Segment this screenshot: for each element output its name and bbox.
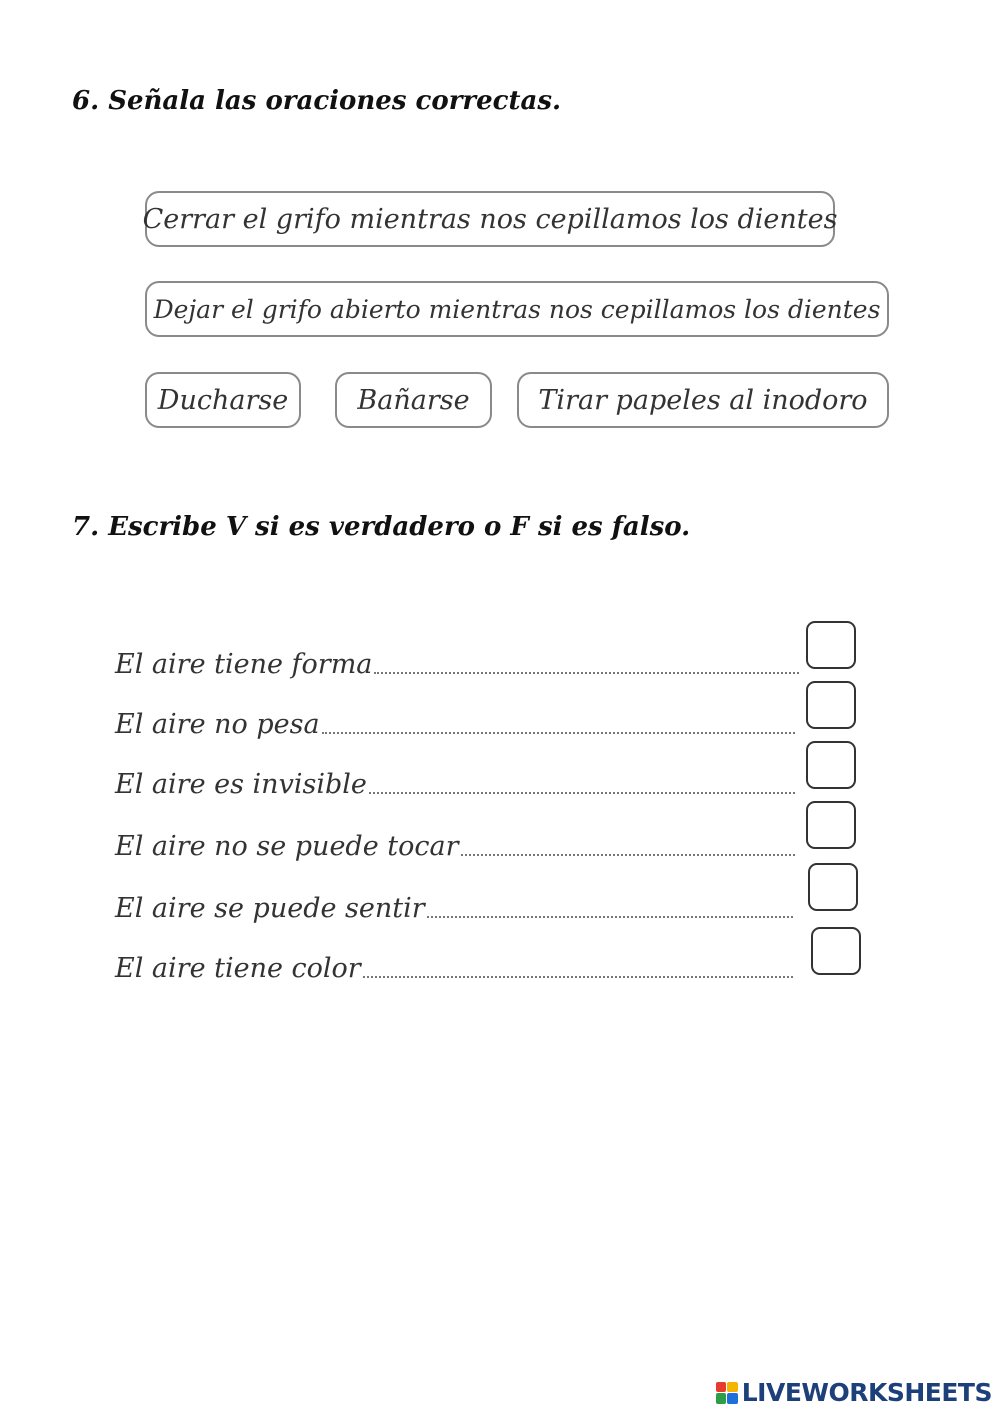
statement-row xyxy=(115,944,793,984)
brand-name: LIVEWORKSHEETS xyxy=(741,1378,992,1407)
logo-square xyxy=(727,1382,738,1393)
option-ducharse[interactable]: Ducharse xyxy=(145,372,301,428)
answer-box-1[interactable] xyxy=(806,621,856,669)
exercise-6-title: 6. Señala las oraciones correctas. xyxy=(72,86,562,116)
logo-square xyxy=(716,1393,727,1404)
option-dejar-grifo-abierto[interactable]: Dejar el grifo abierto mientras nos cepillamos los dientes xyxy=(145,281,889,337)
answer-box-6[interactable] xyxy=(811,927,861,975)
answer-box-2[interactable] xyxy=(806,681,856,729)
statement-row xyxy=(115,822,795,862)
statement-row xyxy=(115,700,795,740)
statement-text: El aire no pesa xyxy=(115,709,320,740)
liveworksheets-brand xyxy=(716,1380,992,1405)
logo-square xyxy=(716,1382,727,1393)
answer-box-5[interactable] xyxy=(808,863,858,911)
dotted-leader xyxy=(427,916,793,918)
liveworksheets-logo-icon xyxy=(716,1382,738,1404)
statement-row xyxy=(115,640,799,680)
dotted-leader xyxy=(374,672,799,674)
statement-row xyxy=(115,760,795,800)
dotted-leader xyxy=(322,732,795,734)
dotted-leader xyxy=(369,792,795,794)
statement-text: El aire tiene color xyxy=(115,953,361,984)
statement-text: El aire tiene forma xyxy=(115,649,373,680)
statement-text: El aire se puede sentir xyxy=(115,893,425,924)
option-tirar-papeles[interactable]: Tirar papeles al inodoro xyxy=(517,372,889,428)
statement-row xyxy=(115,884,793,924)
option-cerrar-grifo[interactable]: Cerrar el grifo mientras nos cepillamos los dientes xyxy=(145,191,835,247)
option-banarse[interactable]: Bañarse xyxy=(335,372,492,428)
statement-text: El aire es invisible xyxy=(115,769,367,800)
logo-square xyxy=(727,1393,738,1404)
answer-box-3[interactable] xyxy=(806,741,856,789)
answer-box-4[interactable] xyxy=(806,801,856,849)
exercise-7-title: 7. Escribe V si es verdadero o F si es falso. xyxy=(72,512,691,542)
dotted-leader xyxy=(461,854,796,856)
dotted-leader xyxy=(363,976,793,978)
statement-text: El aire no se puede tocar xyxy=(115,831,459,862)
